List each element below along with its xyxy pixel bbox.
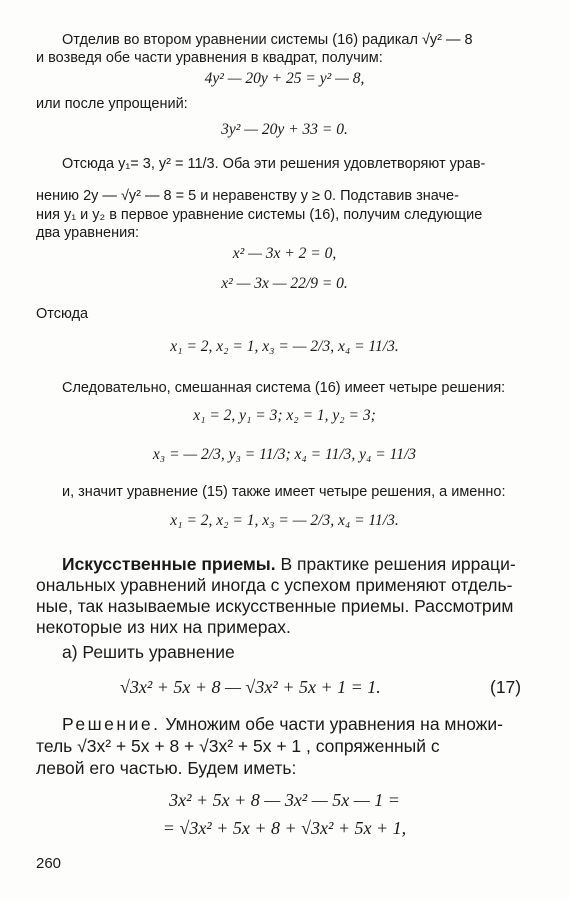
- equation: √3x² + 5x + 8 — √3x² + 5x + 1 = 1.: [120, 677, 381, 697]
- equation: = √3x² + 5x + 8 + √3x² + 5x + 1,: [162, 818, 407, 838]
- text-line: два уравнения:: [36, 225, 140, 241]
- equation: x² — 3x — 22/9 = 0.: [221, 275, 348, 292]
- text-line: и возведя обе части уравнения в квадрат, получим:: [36, 50, 383, 66]
- text-line: ния y₁ и y₂ в первое уравнение системы (16), получим следующие: [36, 207, 483, 223]
- page-number: 260: [36, 855, 62, 872]
- equation: x² — 3x + 2 = 0,: [232, 245, 337, 262]
- equation: x₁ = 2, y₁ = 3; x₂ = 1, y₂ = 3;: [193, 407, 376, 424]
- text-line: ональных уравнений иногда с успехом применяют отдель-: [36, 575, 513, 595]
- text-line: Отсюда y₁= 3, y² = 11/3. Оба эти решения удовлетворяют урав-: [62, 156, 486, 172]
- text-line: нению 2y — √y² — 8 = 5 и неравенству y ≥ 0. Подставив значе-: [36, 188, 459, 204]
- section-paragraph-first-line: [62, 554, 516, 575]
- text-line: ные, так называемые искусственные приемы. Рассмотрим: [36, 596, 514, 616]
- text-line: Отделив во втором уравнении системы (16) радикал √y² — 8: [62, 32, 473, 48]
- equation: 4y² — 20y + 25 = y² — 8,: [204, 70, 365, 87]
- solution-first-line: [62, 714, 503, 735]
- text-line: тель √3x² + 5x + 8 + √3x² + 5x + 1 , сопряженный с: [36, 736, 440, 756]
- solution-label: Решение.: [62, 714, 161, 734]
- equation: x₁ = 2, x₂ = 1, x₃ = — 2/3, x₄ = 11/3.: [170, 512, 399, 529]
- text-line: некоторые из них на примерах.: [36, 617, 291, 637]
- section-heading: Искусственные приемы.: [62, 554, 276, 574]
- text-line: Отсюда: [36, 306, 89, 322]
- text-line: Следовательно, смешанная система (16) имеет четыре решения:: [62, 380, 506, 396]
- text-line: В практике решения ирраци-: [275, 554, 516, 574]
- text-line: Умножим обе части уравнения на множи-: [160, 714, 503, 734]
- text-line: и, значит уравнение (15) также имеет четыре решения, а именно:: [62, 484, 506, 500]
- equation: 3y² — 20y + 33 = 0.: [221, 121, 348, 138]
- text-line: а) Решить уравнение: [62, 642, 235, 662]
- text-line: или после упрощений:: [36, 96, 188, 112]
- equation: x₁ = 2, x₂ = 1, x₃ = — 2/3, x₄ = 11/3.: [170, 338, 399, 355]
- text-line: левой его частью. Будем иметь:: [36, 758, 297, 778]
- equation: x₃ = — 2/3, y₃ = 11/3; x₄ = 11/3, y₄ = 11/3: [152, 446, 417, 463]
- equation-number: (17): [490, 677, 522, 697]
- equation: 3x² + 5x + 8 — 3x² — 5x — 1 =: [169, 790, 400, 810]
